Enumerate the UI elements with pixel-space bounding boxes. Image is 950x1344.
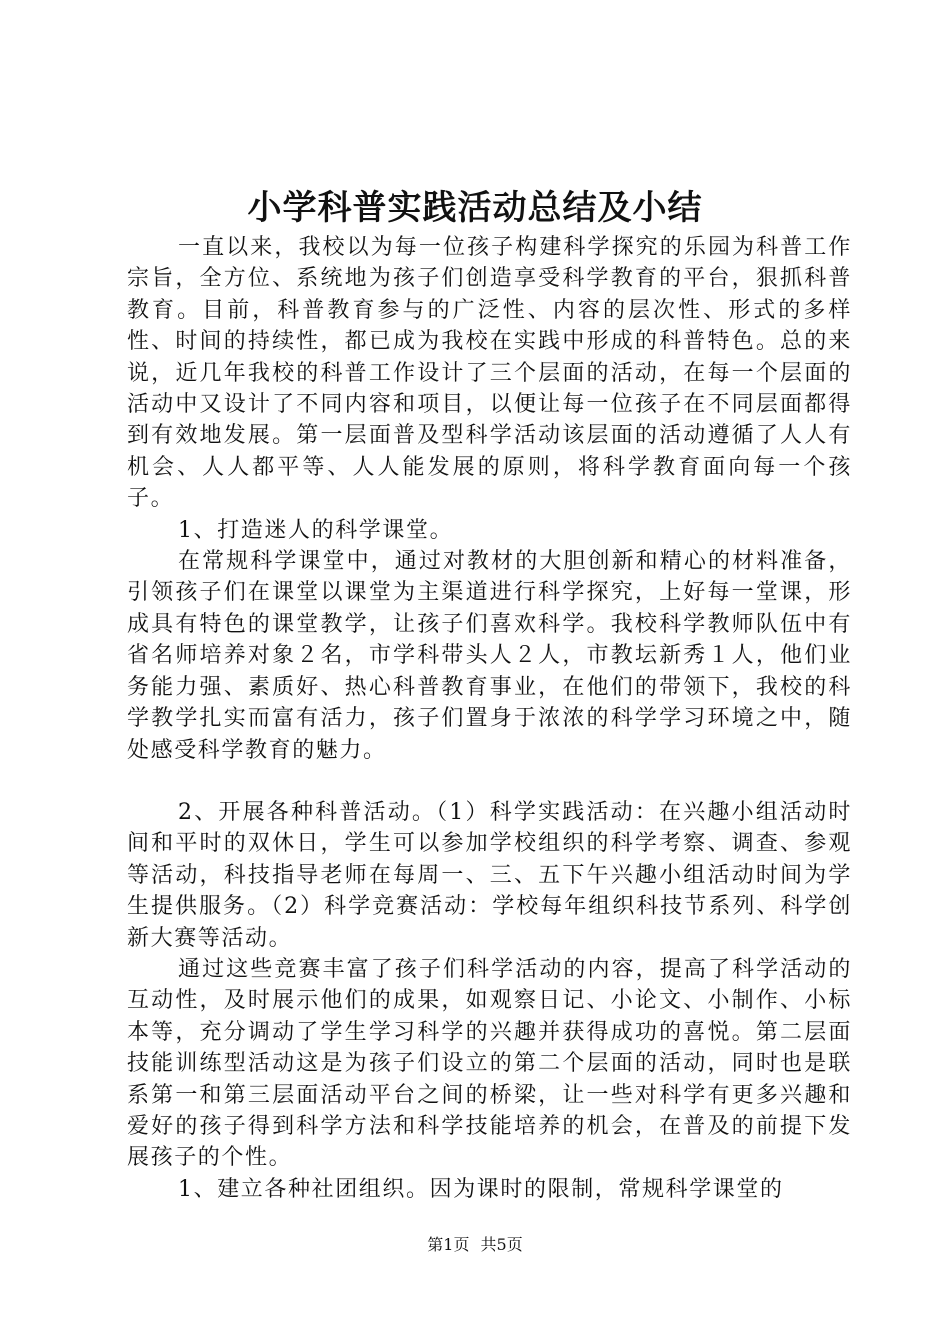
paragraph-competitions: 通过这些竞赛丰富了孩子们科学活动的内容，提高了科学活动的互动性，及时展示他们的成果，如观察日记、小论文、小制作、小标本等，充分调动了学生学习科学的兴趣并获得成功的喜悦。第二层面技能训练型活动这是为孩子们设立的第二个层面的活动，同时也是联系第一和第三层面活动平台之间的桥梁，让一些对科学有更多兴趣和爱好的孩子得到科学方法和科学技能培养的机会，在普及的前提下发展孩子的个性。	[127, 956, 852, 1171]
paragraph-classroom: 在常规科学课堂中，通过对教材的大胆创新和精心的材料准备，引领孩子们在课堂以课堂为主渠道进行科学探究，上好每一堂课，形成具有特色的课堂教学，让孩子们喜欢科学。我校科学教师队伍中有省名师培养对象２名，市学科带头人２人，市教坛新秀１人，他们业务能力强、素质好、热心科普教育事业，在他们的带领下，我校的科学教学扎实而富有活力，孩子们置身于浓浓的科学学习环境之中，随处感受科学教育的魅力。	[127, 549, 852, 763]
paragraph-gap	[127, 766, 852, 797]
document-body	[127, 232, 852, 1205]
paragraph-intro: 一直以来，我校以为每一位孩子构建科学探究的乐园为科普工作宗旨，全方位、系统地为孩子们创造享受科学教育的平台，狠抓科普教育。目前，科普教育参与的广泛性、内容的层次性、形式的多样性、时间的持续性，都已成为我校在实践中形成的科普特色。总的来说，近几年我校的科普工作设计了三个层面的活动，在每一个层面的活动中又设计了不同内容和项目，以便让每一位孩子在不同层面都得到有效地发展。第一层面普及型科学活动该层面的活动遵循了人人有机会、人人都平等、人人能发展的原则，将科学教育面向每一个孩子。	[127, 235, 852, 512]
paragraph-heading-classroom: 1、打造迷人的科学课堂。	[178, 517, 454, 543]
page-footer	[0, 1234, 950, 1256]
document-title: 小学科普实践活动总结及小结	[247, 188, 703, 228]
paragraph-activities: 2、开展各种科普活动。（1）科学实践活动：在兴趣小组活动时间和平时的双休日，学生可以参加学校组织的科学考察、调查、参观等活动，科技指导老师在每周一、三、五下午兴趣小组活动时间为学生提供服务。（2）科学竞赛活动：学校每年组织科技节系列、科学创新大赛等活动。	[127, 799, 852, 951]
page-total: 共5页	[480, 1235, 523, 1254]
page-number: 第1页	[427, 1235, 470, 1254]
paragraph-clubs: 1、建立各种社团组织。因为课时的限制，常规科学课堂的	[178, 1176, 784, 1202]
